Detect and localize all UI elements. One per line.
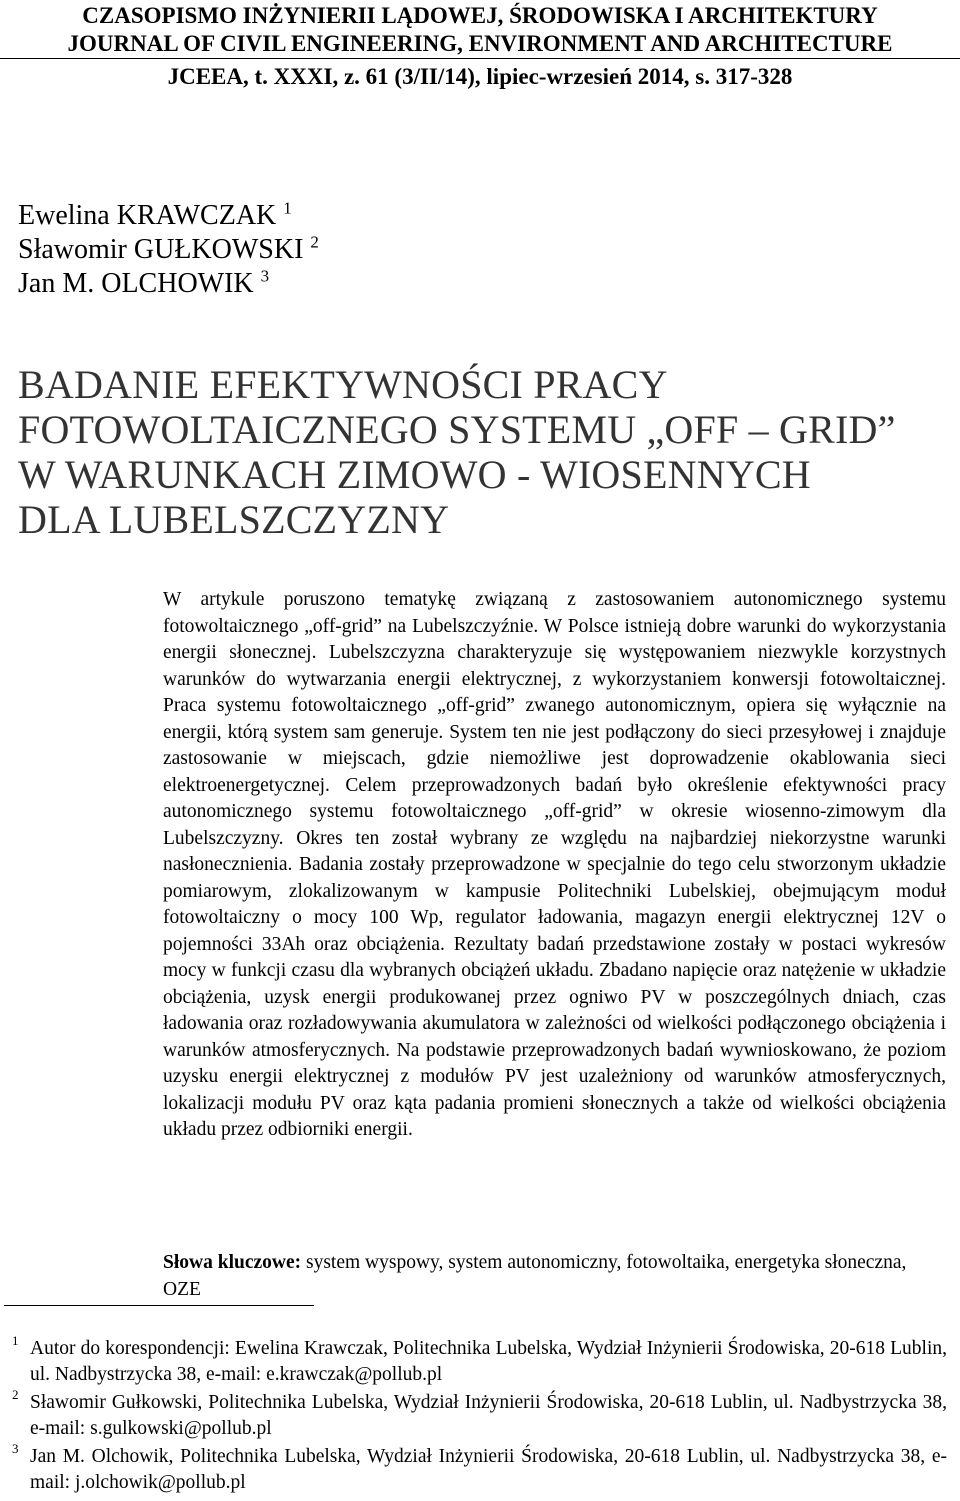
footnote-3	[12, 1441, 947, 1496]
footnote-text: Jan M. Olchowik, Politechnika Lubelska, Wydział Inżynierii Środowiska, 20-618 Lublin, ul. Nadbystrzycka 38, e-mail: j.olchowik@pollub.pl	[30, 1446, 947, 1493]
citation-line: JCEEA, t. XXXI, z. 61 (3/II/14), lipiec-wrzesień 2014, s. 317-328	[167, 64, 793, 89]
title-line: W WARUNKACH ZIMOWO - WIOSENNYCH	[18, 452, 811, 497]
author-2	[18, 233, 319, 267]
author-footnote-mark: 2	[310, 232, 319, 252]
journal-name-polish: CZASOPISMO INŻYNIERII LĄDOWEJ, ŚRODOWISKA I ARCHITEKTURY	[82, 3, 878, 28]
footnote-text: Sławomir Gułkowski, Politechnika Lubelska, Wydział Inżynierii Środowiska, 20-618 Lublin, ul. Nadbystrzycka 38, e-mail: s.gulkowski@pollub.pl	[30, 1392, 947, 1439]
footnote-1	[12, 1333, 947, 1388]
journal-header	[0, 2, 960, 59]
author-name: Jan M. OLCHOWIK	[18, 268, 254, 299]
keywords-text: system wyspowy, system autonomiczny, fotowoltaika, energetyka słoneczna, OZE	[163, 1252, 907, 1300]
footnotes	[12, 1333, 947, 1498]
author-list	[18, 199, 319, 301]
footnote-text: Autor do korespondencji: Ewelina Krawczak, Politechnika Lubelska, Wydział Inżynierii Środowiska, 20-618 Lublin, ul. Nadbystrzycka 38, e-mail: e.krawczak@pollub.pl	[30, 1338, 947, 1385]
author-footnote-mark: 1	[283, 198, 292, 218]
author-1	[18, 199, 319, 233]
abstract-text: W artykule poruszono tematykę związaną z zastosowaniem autonomicznego systemu fotowoltaicznego „off-grid” na Lubelszczyźnie. W Polsce istnieją dobre warunki do wykorzystania energii słonecznej. Lubelszczyzna charakteryzuje się występowaniem niezwykle korzystnych warunków do wytwarzania energii elektrycznej, z wykorzystaniem konwersji fotowoltaicznej. Praca systemu fotowoltaicznego „off-grid” zwanego autonomicznym, opiera się wyłącznie na energii, którą system sam generuje. System ten nie jest podłączony do sieci przesyłowej i znajduje zastosowanie w miejscach, gdzie niemożliwe jest doprowadzenie okablowania sieci elektroenergetycznej. Celem przeprowadzonych badań było określenie efektywności pracy autonomicznego systemu fotowoltaicznego „off-grid” w okresie wiosenno-zimowym dla Lubelszczyzny. Okres ten został wybrany ze względu na najbardziej niekorzystne warunki nasłonecznienia. Badania zostały przeprowadzone w specjalnie do tego celu stworzonym układzie pomiarowym, zlokalizowanym w kampusie Politechniki Lubelskiej, obejmującym moduł fotowoltaiczny o mocy 100 Wp, regulator ładowania, magazyn energii elektrycznej 12V o pojemności 33Ah oraz obciążenia. Rezultaty badań przedstawione zostały w postaci wykresów mocy w funkcji czasu dla wybranych obciążeń układu. Zbadano napięcie oraz natężenie w układzie obciążenia, uzysk energii produkowanej przez ogniwo PV w poszczególnych dniach, czas ładowania oraz rozładowywania akumulatora w zależności od wielkości podłączonego obciążenia i warunków atmosferycznych. Na podstawie przeprowadzonych badań wywnioskowano, że poziom uzysku energii elektrycznej z modułów PV jest uzależniony od warunków atmosferycznych, lokalizacji modułu PV oraz kąta padania promieni słonecznych a także od wielkości obciążenia układu przez odbiorniki energii.	[163, 589, 946, 1140]
footnote-2	[12, 1387, 947, 1442]
paper-title	[18, 362, 948, 542]
title-line: DLA LUBELSZCZYZNY	[18, 497, 450, 542]
keywords	[163, 1250, 946, 1303]
author-3	[18, 267, 319, 301]
keywords-label: Słowa kluczowe:	[163, 1252, 302, 1273]
footnote-separator	[4, 1305, 314, 1306]
author-name: Ewelina KRAWCZAK	[18, 200, 277, 231]
footnote-number: 1	[12, 1333, 19, 1348]
journal-name-english: JOURNAL OF CIVIL ENGINEERING, ENVIRONMENT AND ARCHITECTURE	[67, 31, 893, 56]
footnote-number: 2	[12, 1387, 19, 1402]
author-footnote-mark: 3	[260, 266, 270, 286]
title-line: FOTOWOLTAICZNEGO SYSTEMU „OFF – GRID”	[18, 407, 896, 452]
title-line: BADANIE EFEKTYWNOŚCI PRACY	[18, 362, 668, 407]
author-name: Sławomir GUŁKOWSKI	[18, 234, 304, 265]
abstract	[163, 587, 946, 1144]
footnote-number: 3	[12, 1441, 19, 1456]
